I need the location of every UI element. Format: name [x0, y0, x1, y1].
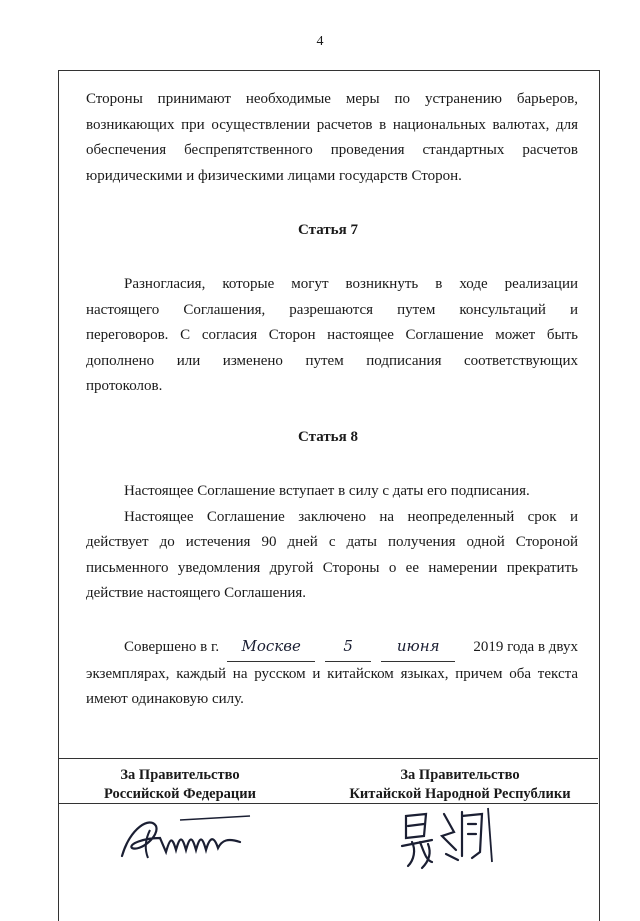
signature-divider-top	[58, 758, 598, 759]
right-signature	[398, 802, 508, 872]
closing-year: 2019 года в двух	[473, 639, 578, 655]
text-line: дополнено или изменено путем подписания соответствующих	[86, 352, 578, 369]
month-handwritten: июня	[396, 637, 440, 655]
text-line: Настоящее Соглашение заключено на неопределенный срок и	[124, 508, 578, 525]
right-signatory-title	[330, 766, 590, 804]
left-title-line1: За Правительство	[120, 767, 240, 783]
left-signature	[110, 808, 270, 868]
text-line: Разногласия, которые могут возникнуть в ходе реализации	[124, 276, 578, 292]
text-line: Стороны принимают необходимые меры по устранению барьеров,	[86, 91, 578, 107]
day-blank	[325, 634, 371, 662]
closing-first-line	[86, 634, 578, 662]
article-7-heading: Статья 7	[298, 222, 358, 238]
text-line: протоколов.	[86, 378, 163, 394]
article-8-text	[86, 479, 578, 607]
text-line: переговоров. С согласия Сторон настоящее Соглашение может быть	[86, 327, 578, 343]
left-signatory-title	[80, 766, 280, 804]
month-blank	[381, 634, 455, 662]
signature-divider-bottom	[58, 803, 598, 804]
left-title-line2: Российской Федерации	[103, 786, 256, 802]
text-line: настоящего Соглашения, разрешаются путем консультаций и	[86, 301, 578, 318]
right-title-line2: Китайской Народной Республики	[349, 786, 571, 802]
closing-prefix: Совершено в г.	[124, 639, 220, 655]
city-blank	[227, 634, 315, 662]
right-title-line1: За Правительство	[400, 767, 520, 783]
article-8-heading: Статья 8	[298, 429, 358, 445]
text-line: возникающих при осуществлении расчетов в национальных валютах, для	[86, 116, 578, 133]
text-line: письменного уведомления другой Стороны о ее намерении прекратить	[86, 559, 578, 576]
city-handwritten: Москве	[241, 637, 301, 655]
text-line: экземплярах, каждый на русском и китайском языках, причем оба текста	[86, 665, 578, 682]
text-line: юридическими и физическими лицами государств Сторон.	[86, 167, 462, 184]
article-7-text	[86, 272, 578, 400]
text-line: действует до истечения 90 дней с даты получения одной Стороной	[86, 534, 578, 550]
text-line: имеют одинаковую силу.	[86, 691, 244, 707]
intro-paragraph	[86, 87, 578, 189]
day-handwritten: 5	[343, 637, 353, 655]
text-line: Настоящее Соглашение вступает в силу с даты его подписания.	[124, 483, 530, 499]
closing-paragraph	[86, 634, 578, 713]
text-line: действие настоящего Соглашения.	[86, 585, 307, 601]
text-line: обеспечения беспрепятственного проведения стандартных расчетов	[86, 142, 578, 158]
page-number: 4	[316, 34, 324, 49]
